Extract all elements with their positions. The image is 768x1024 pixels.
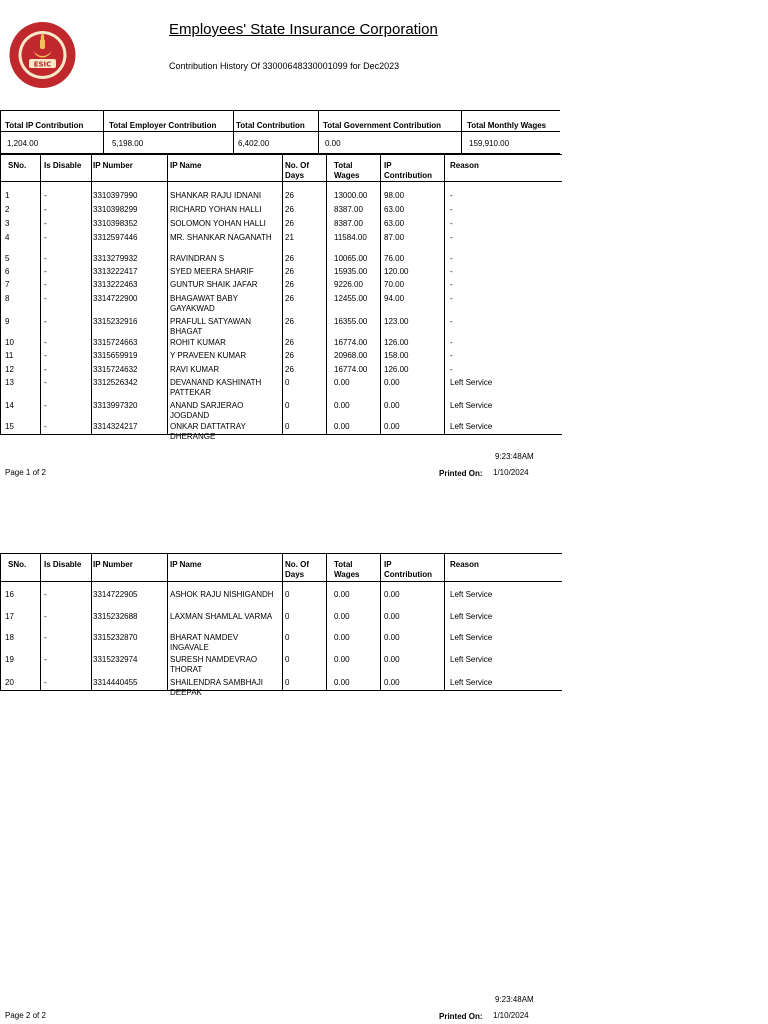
days-cell: 0 <box>285 612 290 621</box>
ip-number-header: IP Number <box>93 560 133 569</box>
summary-header: Total Employer Contribution <box>109 121 217 130</box>
reason-cell: - <box>450 294 453 303</box>
days-cell: 0 <box>285 422 290 431</box>
days-cell: 0 <box>285 633 290 642</box>
wages-cell: 10065.00 <box>334 254 368 263</box>
is-disable-cell: - <box>44 678 47 687</box>
printed-on-label: Printed On: <box>439 1012 483 1021</box>
is-disable-cell: - <box>44 267 47 276</box>
is-disable-cell: - <box>44 317 47 326</box>
summary-table <box>0 110 560 154</box>
summary-value: 6,402.00 <box>238 139 270 148</box>
days-cell: 26 <box>285 338 294 347</box>
reason-cell: - <box>450 365 453 374</box>
reason-cell: - <box>450 351 453 360</box>
ip-contribution-cell: 87.00 <box>384 233 405 242</box>
days-cell: 26 <box>285 317 294 326</box>
reason-cell: - <box>450 191 453 200</box>
ip-name-cell: ANAND SARJERAO JOGDAND <box>170 401 244 420</box>
is-disable-cell: - <box>44 655 47 664</box>
days-cell: 26 <box>285 365 294 374</box>
ip-name-cell: ASHOK RAJU NISHIGANDH <box>170 590 274 599</box>
ip-contribution-cell: 126.00 <box>384 365 409 374</box>
ip-number-cell: 3315232688 <box>93 612 138 621</box>
ip-name-cell: PRAFULL SATYAWAN BHAGAT <box>170 317 252 336</box>
sno-cell: 3 <box>5 219 10 228</box>
sno-cell: 14 <box>5 401 14 410</box>
is-disable-cell: - <box>44 422 47 431</box>
ip-contribution-cell: 70.00 <box>384 280 405 289</box>
wages-cell: 9226.00 <box>334 280 363 289</box>
page-title: Employees' State Insurance Corporation <box>169 21 438 38</box>
ip-number-cell: 3310397990 <box>93 191 138 200</box>
ip-contribution-cell: 63.00 <box>384 205 405 214</box>
sno-cell: 9 <box>5 317 10 326</box>
ip-name-header: IP Name <box>170 161 202 170</box>
sno-cell: 12 <box>5 365 14 374</box>
wages-cell: 12455.00 <box>334 294 368 303</box>
ip-number-header: IP Number <box>93 161 133 170</box>
ip-name-cell: MR. SHANKAR NAGANATH <box>170 233 272 242</box>
is-disable-cell: - <box>44 378 47 387</box>
ip-name-cell: SHANKAR RAJU IDNANI <box>170 191 262 200</box>
ip-number-cell: 3310398352 <box>93 219 138 228</box>
sno-cell: 4 <box>5 233 10 242</box>
ip-contribution-cell: 0.00 <box>384 633 400 642</box>
contribution-table-page-1 <box>0 154 562 441</box>
is-disable-cell: - <box>44 590 47 599</box>
ip-name-cell: ROHIT KUMAR <box>170 338 226 347</box>
ip-number-cell: 3310398299 <box>93 205 138 214</box>
days-cell: 26 <box>285 205 294 214</box>
ip-name-cell: RICHARD YOHAN HALLI <box>170 205 262 214</box>
summary-header: Total IP Contribution <box>5 121 84 130</box>
wages-cell: 0.00 <box>334 401 350 410</box>
sno-cell: 18 <box>5 633 14 642</box>
sno-cell: 8 <box>5 294 10 303</box>
sno-cell: 19 <box>5 655 14 664</box>
print-date: 1/10/2024 <box>493 468 529 477</box>
is-disable-cell: - <box>44 294 47 303</box>
ip-number-cell: 3315232916 <box>93 317 138 326</box>
ip-name-cell: SOLOMON YOHAN HALLI <box>170 219 266 228</box>
sno-header: SNo. <box>8 560 27 569</box>
reason-cell: - <box>450 219 453 228</box>
sno-cell: 15 <box>5 422 14 431</box>
is-disable-cell: - <box>44 254 47 263</box>
is-disable-cell: - <box>44 351 47 360</box>
print-time: 9:23:48AM <box>495 995 534 1004</box>
days-cell: 0 <box>285 401 290 410</box>
wages-cell: 8387.00 <box>334 205 363 214</box>
sno-cell: 2 <box>5 205 10 214</box>
days-cell: 26 <box>285 351 294 360</box>
wages-cell: 0.00 <box>334 590 350 599</box>
is-disable-cell: - <box>44 401 47 410</box>
days-cell: 26 <box>285 191 294 200</box>
ip-name-cell: DEVANAND KASHINATH PATTEKAR <box>170 378 262 397</box>
days-cell: 0 <box>285 590 290 599</box>
ip-name-cell: ONKAR DATTATRAY DHERANGE <box>170 422 246 441</box>
sno-cell: 10 <box>5 338 14 347</box>
is-disable-cell: - <box>44 280 47 289</box>
ip-name-cell: SHAILENDRA SAMBHAJI DEEPAK <box>170 678 263 697</box>
reason-cell: Left Service <box>450 678 493 687</box>
sno-cell: 13 <box>5 378 14 387</box>
reason-cell: - <box>450 205 453 214</box>
ip-contribution-cell: 126.00 <box>384 338 409 347</box>
reason-cell: - <box>450 233 453 242</box>
ip-number-cell: 3315232974 <box>93 655 138 664</box>
ip-contribution-cell: 0.00 <box>384 590 400 599</box>
reason-cell: - <box>450 338 453 347</box>
print-date: 1/10/2024 <box>493 1011 529 1020</box>
is-disable-cell: - <box>44 612 47 621</box>
reason-cell: Left Service <box>450 655 493 664</box>
reason-cell: Left Service <box>450 422 493 431</box>
wages-cell: 16774.00 <box>334 365 368 374</box>
ip-contribution-cell: 98.00 <box>384 191 405 200</box>
reason-cell: Left Service <box>450 401 493 410</box>
ip-name-cell: SYED MEERA SHARIF <box>170 267 254 276</box>
esic-logo <box>9 21 76 89</box>
ip-contribution-cell: 76.00 <box>384 254 405 263</box>
ip-number-cell: 3314722905 <box>93 590 138 599</box>
ip-contribution-cell: 123.00 <box>384 317 409 326</box>
report-subtitle: Contribution History Of 33000648330001099 for Dec2023 <box>169 61 400 71</box>
sno-cell: 16 <box>5 590 14 599</box>
ip-name-cell: BHARAT NAMDEV INGAVALE <box>170 633 239 652</box>
ip-name-cell: BHAGAWAT BABY GAYAKWAD <box>170 294 238 313</box>
ip-name-cell: Y PRAVEEN KUMAR <box>170 351 247 360</box>
ip-number-cell: 3313222417 <box>93 267 138 276</box>
ip-number-cell: 3315724632 <box>93 365 138 374</box>
days-header: No. Of Days <box>285 560 309 579</box>
ip-number-cell: 3314722900 <box>93 294 138 303</box>
wages-cell: 0.00 <box>334 655 350 664</box>
wages-cell: 0.00 <box>334 612 350 621</box>
sno-cell: 20 <box>5 678 14 687</box>
days-cell: 26 <box>285 267 294 276</box>
days-header: No. Of Days <box>285 161 309 180</box>
ip-contribution-cell: 0.00 <box>384 378 400 387</box>
ip-number-cell: 3312597446 <box>93 233 138 242</box>
sno-cell: 6 <box>5 267 10 276</box>
ip-number-cell: 3314440455 <box>93 678 138 687</box>
ip-contribution-cell: 158.00 <box>384 351 409 360</box>
ip-contribution-cell: 0.00 <box>384 678 400 687</box>
wages-cell: 11584.00 <box>334 233 367 242</box>
is-disable-cell: - <box>44 338 47 347</box>
print-time: 9:23:48AM <box>495 452 534 461</box>
ip-number-cell: 3315659919 <box>93 351 138 360</box>
wages-header: Total Wages <box>334 161 360 180</box>
is-disable-cell: - <box>44 205 47 214</box>
sno-cell: 1 <box>5 191 10 200</box>
summary-header: Total Contribution <box>236 121 305 130</box>
ip-name-cell: RAVI KUMAR <box>170 365 220 374</box>
days-cell: 0 <box>285 678 290 687</box>
ip-contribution-cell: 63.00 <box>384 219 405 228</box>
days-cell: 0 <box>285 655 290 664</box>
sno-cell: 17 <box>5 612 14 621</box>
summary-value: 0.00 <box>325 139 341 148</box>
ip-contribution-header: IP Contribution <box>384 161 432 180</box>
reason-cell: - <box>450 280 453 289</box>
is-disable-cell: - <box>44 191 47 200</box>
contribution-table-page-2 <box>0 553 562 697</box>
reason-header: Reason <box>450 560 479 569</box>
is-disable-cell: - <box>44 233 47 242</box>
ip-number-cell: 3314324217 <box>93 422 138 431</box>
ip-number-cell: 3315724663 <box>93 338 138 347</box>
ip-number-cell: 3315232870 <box>93 633 138 642</box>
reason-cell: Left Service <box>450 633 493 642</box>
wages-cell: 0.00 <box>334 633 350 642</box>
ip-name-cell: GUNTUR SHAIK JAFAR <box>170 280 258 289</box>
page-number: Page 2 of 2 <box>5 1011 46 1020</box>
sno-header: SNo. <box>8 161 27 170</box>
ip-number-cell: 3313222463 <box>93 280 138 289</box>
is-disable-header: Is Disable <box>44 560 82 569</box>
days-cell: 26 <box>285 280 294 289</box>
is-disable-cell: - <box>44 633 47 642</box>
wages-cell: 8387.00 <box>334 219 363 228</box>
wages-cell: 20968.00 <box>334 351 368 360</box>
ip-name-header: IP Name <box>170 560 202 569</box>
ip-number-cell: 3312526342 <box>93 378 138 387</box>
wages-cell: 0.00 <box>334 422 350 431</box>
ip-contribution-cell: 0.00 <box>384 401 400 410</box>
wages-cell: 0.00 <box>334 678 350 687</box>
sno-cell: 11 <box>5 351 14 360</box>
summary-value: 5,198.00 <box>112 139 144 148</box>
ip-number-cell: 3313279932 <box>93 254 138 263</box>
wages-cell: 16774.00 <box>334 338 368 347</box>
reason-cell: Left Service <box>450 590 493 599</box>
reason-header: Reason <box>450 161 479 170</box>
ip-contribution-cell: 0.00 <box>384 655 400 664</box>
is-disable-cell: - <box>44 219 47 228</box>
days-cell: 26 <box>285 294 294 303</box>
wages-cell: 0.00 <box>334 378 350 387</box>
wages-header: Total Wages <box>334 560 360 579</box>
ip-contribution-cell: 0.00 <box>384 612 400 621</box>
reason-cell: - <box>450 254 453 263</box>
summary-value: 1,204.00 <box>7 139 39 148</box>
ip-contribution-cell: 94.00 <box>384 294 405 303</box>
days-cell: 26 <box>285 254 294 263</box>
wages-cell: 16355.00 <box>334 317 368 326</box>
days-cell: 26 <box>285 219 294 228</box>
days-cell: 0 <box>285 378 290 387</box>
ip-contribution-cell: 120.00 <box>384 267 409 276</box>
ip-name-cell: RAVINDRAN S <box>170 254 225 263</box>
ip-name-cell: LAXMAN SHAMLAL VARMA <box>170 612 273 621</box>
ip-contribution-header: IP Contribution <box>384 560 432 579</box>
wages-cell: 13000.00 <box>334 191 368 200</box>
svg-text:ESIC: ESIC <box>33 60 52 69</box>
reason-cell: - <box>450 317 453 326</box>
ip-name-cell: SURESH NAMDEVRAO THORAT <box>170 655 258 674</box>
reason-cell: - <box>450 267 453 276</box>
sno-cell: 5 <box>5 254 10 263</box>
page-number: Page 1 of 2 <box>5 468 46 477</box>
days-cell: 21 <box>285 233 294 242</box>
summary-header: Total Monthly Wages <box>467 121 547 130</box>
printed-on-label: Printed On: <box>439 469 483 478</box>
ip-contribution-cell: 0.00 <box>384 422 400 431</box>
summary-value: 159,910.00 <box>469 139 510 148</box>
reason-cell: Left Service <box>450 378 493 387</box>
summary-header: Total Government Contribution <box>323 121 442 130</box>
wages-cell: 15935.00 <box>334 267 368 276</box>
reason-cell: Left Service <box>450 612 493 621</box>
sno-cell: 7 <box>5 280 10 289</box>
is-disable-cell: - <box>44 365 47 374</box>
is-disable-header: Is Disable <box>44 161 82 170</box>
ip-number-cell: 3313997320 <box>93 401 138 410</box>
